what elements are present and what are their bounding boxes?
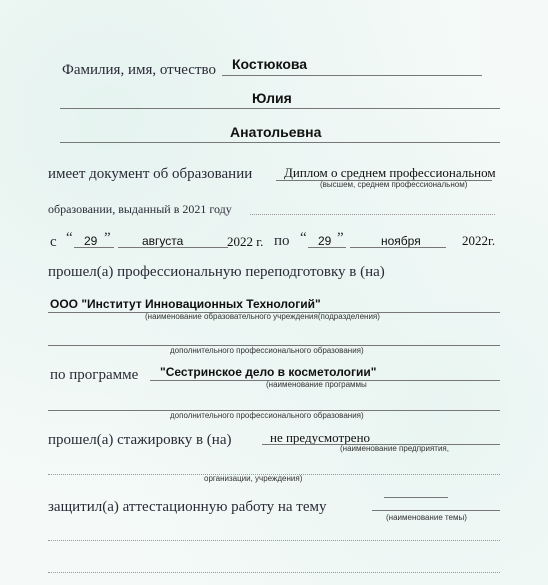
surname-line	[222, 75, 482, 76]
education-label: имеет документ об образовании	[48, 166, 253, 182]
institution-value: ООО "Институт Инновационных Технологий"	[50, 297, 321, 311]
first-name-line	[60, 108, 500, 109]
open-quote-1: “	[66, 230, 73, 246]
first-name-value: Юлия	[252, 90, 292, 106]
period-to-day: 29	[318, 234, 332, 248]
period-from-prefix: с	[50, 234, 57, 250]
open-quote-2: “	[300, 230, 307, 246]
education-caption: (высшем, среднем профессиональном)	[320, 180, 468, 189]
period-from-year: 2022 г.	[227, 234, 264, 249]
thesis-continuation-line-2	[48, 572, 500, 573]
from-month-line	[118, 247, 228, 248]
full-name-label: Фамилия, имя, отчество	[62, 62, 216, 78]
close-quote-2: ”	[337, 230, 344, 246]
patronymic-value: Анатольевна	[230, 124, 322, 140]
education-continuation: образовании, выданный в 2021 году	[48, 202, 232, 216]
from-day-line	[74, 247, 114, 248]
organization-caption: организации, учреждения)	[204, 474, 303, 483]
thesis-short-line	[384, 497, 448, 498]
thesis-caption: (наименование темы)	[386, 513, 467, 522]
surname-value: Костюкова	[232, 56, 308, 72]
internship-value: не предусмотрено	[270, 430, 371, 445]
education-continuation-line	[250, 214, 495, 215]
additional-education-caption-1: дополнительного профессионального образования)	[170, 346, 364, 355]
thesis-label: защитил(а) аттестационную работу на тему	[48, 499, 327, 515]
close-quote-1: ”	[104, 230, 111, 246]
retraining-label: прошел(а) профессиональную переподготовку в (на)	[48, 264, 385, 280]
program-caption: (наименование программы	[266, 380, 367, 389]
institution-caption: (наименование образовательного учреждения(подразделения)	[145, 312, 380, 321]
thesis-line	[372, 510, 500, 511]
period-to-year: 2022г.	[462, 233, 496, 248]
to-day-line	[308, 247, 346, 248]
internship-label: прошел(а) стажировку в (на)	[48, 432, 232, 448]
to-month-line	[350, 247, 446, 248]
program-label: по программе	[50, 367, 139, 383]
program-value: "Сестринское дело в косметологии"	[160, 365, 377, 379]
additional-education-caption-2: дополнительного профессионального образования)	[170, 411, 364, 420]
period-to-month: ноября	[381, 234, 421, 248]
patronymic-line	[60, 142, 500, 143]
period-from-day: 29	[84, 234, 98, 248]
education-value: Диплом о среднем профессиональном	[284, 165, 496, 180]
period-from-month: августа	[142, 234, 184, 248]
thesis-continuation-line-1	[48, 540, 500, 541]
period-to-prefix: по	[274, 233, 290, 249]
internship-caption: (наименование предприятия,	[340, 444, 449, 453]
